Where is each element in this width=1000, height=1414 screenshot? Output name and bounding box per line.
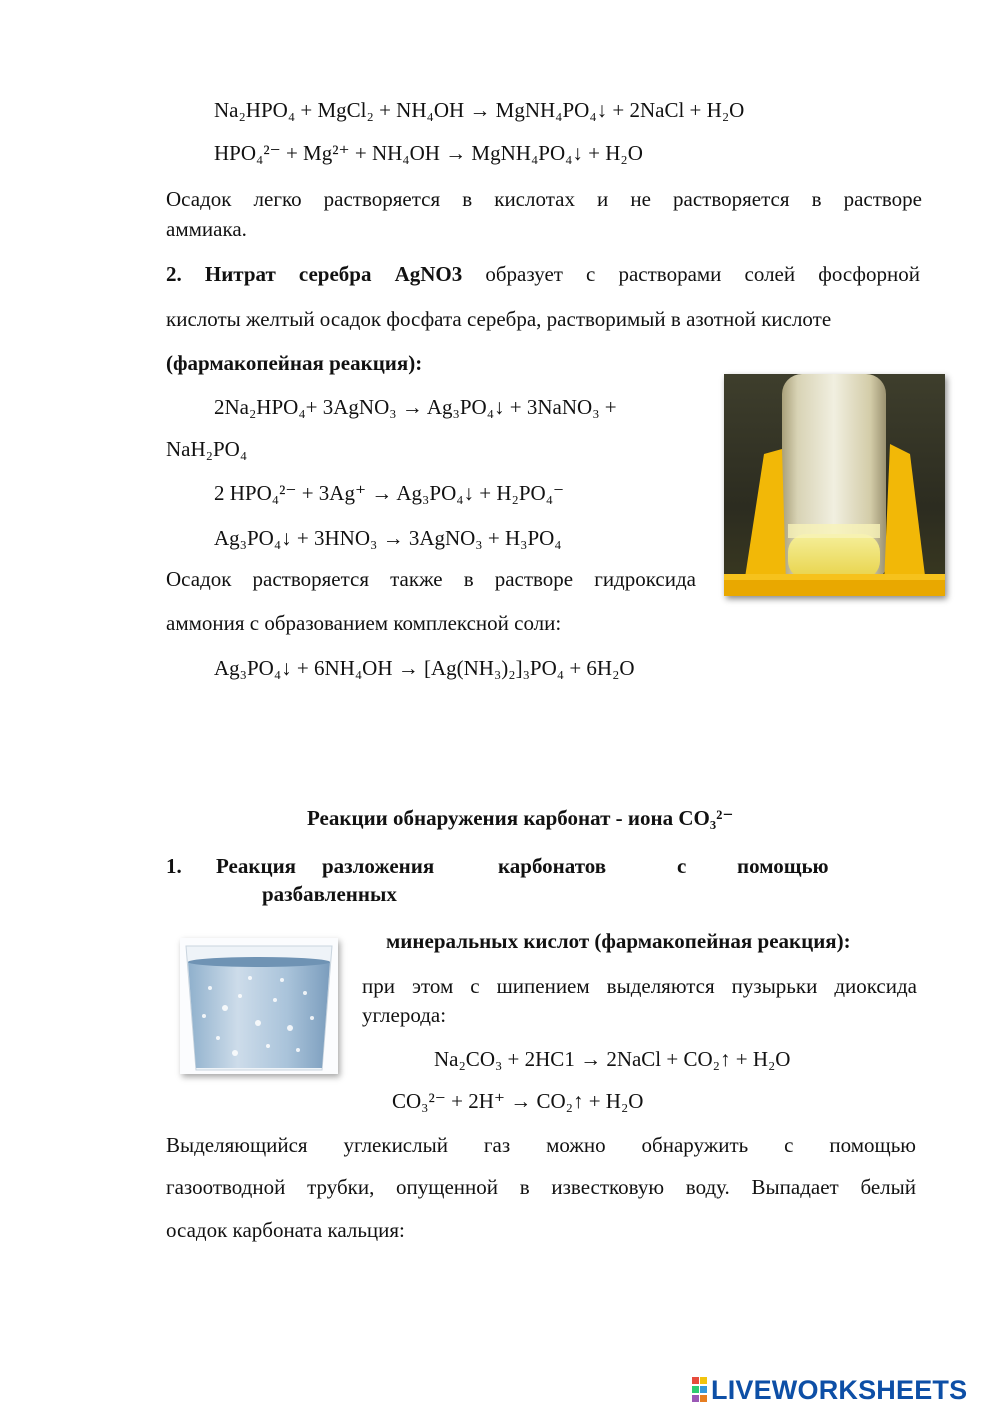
item1-number: 1. [166,854,182,878]
equation-ionic-magnesium: HPO₄²⁻ + Mg²⁺ + NH₄OH → MgNH₄PO₄↓ + H₂O [214,141,643,165]
equation-sodium-hydrophosphate-magnesium: Na₂HPO₄ + MgCl₂ + NH₄OH → MgNH₄PO₄↓ + 2NaCl + H₂O [214,98,745,122]
paragraph-precipitate-solubility-line1: Осадок легко растворяется в кислотах и не растворяется в растворе [166,187,922,211]
equation-ionic-carbonate: CO₃²⁻ + 2H⁺ → CO₂↑ + H₂O [392,1089,644,1113]
item1-word-3: карбонатов [498,854,607,878]
item1-word-5: помощью [737,854,829,878]
equation-nitric-acid-dissolution: Ag₃PO₄↓ + 3HNO₃ → 3AgNO₃ + H₃PO₄ [214,526,562,550]
co2-detection-line3: осадок карбоната кальция: [166,1218,405,1242]
equation-sodium-carbonate: Na₂CO₃ + 2HC1 → 2NaCl + CO₂↑ + H₂O [434,1047,791,1071]
item1-word-2: разложения [322,854,435,878]
item1-line3: минеральных кислот (фармакопейная реакция): [386,929,851,953]
silver-nitrate-paragraph-line2: кислоты желтый осадок фосфата серебра, растворимый в азотной кислоте [166,307,832,331]
equation-ammine-complex: Ag₃PO₄↓ + 6NH₄OH → [Ag(NH₃)₂]₃PO₄ + 6H₂O [214,656,635,680]
carbonate-section-heading: Реакции обнаружения карбонат - иона CO₃²⁻ [307,806,734,830]
equation-silver-phosphate-line1: 2Na₂HPO₄+ 3AgNO₃ → Ag₃PO₄↓ + 3NaNO₃ + [214,395,617,419]
item1-word-4: с [677,854,687,878]
carbonate-text-line1: при этом с шипением выделяются пузырьки диоксида [362,974,917,998]
test-tube-photo [724,374,945,596]
silver-nitrate-text: образует с растворами солей фосфорной [485,262,921,286]
item1-word-1: Реакция [216,854,297,878]
test-tube-illustration [724,374,945,596]
silver-nitrate-title: 2. Нитрат серебра AgNO3 [166,262,463,286]
item1-line2: разбавленных [262,882,397,906]
liveworksheets-logo [692,1376,967,1404]
paragraph-precipitate-solubility-line2: аммиака. [166,217,247,241]
liveworksheets-text: LIVEWORKSHEETS [711,1374,968,1405]
paragraph-ammonia-dissolution-line1: Осадок растворяется также в растворе гидроксида [166,567,696,591]
pharmacopoeia-reaction-label: (фармакопейная реакция): [166,351,423,375]
paragraph-ammonia-dissolution-line2: аммония с образованием комплексной соли: [166,611,562,635]
equation-silver-phosphate-line2: NaH₂PO₄ [166,437,248,461]
co2-detection-line1: Выделяющийся углекислый газ можно обнаружить с помощью [166,1133,916,1157]
carbonate-text-line2: углерода: [362,1003,447,1027]
liveworksheets-icon [692,1377,708,1403]
silver-nitrate-paragraph-line1 [166,261,920,287]
glass-photo [180,938,338,1074]
glass-illustration [180,938,338,1074]
co2-detection-line2: газоотводной трубки, опущенной в известковую воду. Выпадает белый [166,1175,916,1199]
equation-ionic-silver: 2 HPO₄²⁻ + 3Ag⁺ → Ag₃PO₄↓ + H₂PO₄⁻ [214,481,565,505]
